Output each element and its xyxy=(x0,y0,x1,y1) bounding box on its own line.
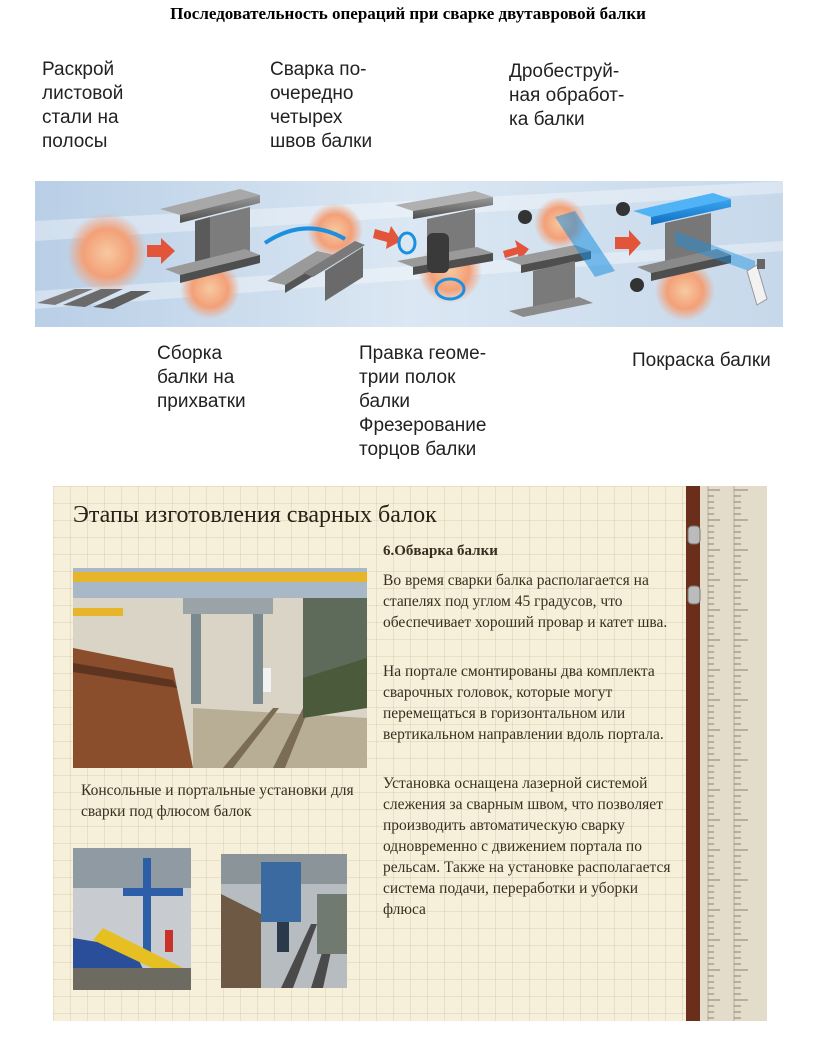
step-label-straightening: Правка геоме- трии полок балки Фрезерование торцов балки xyxy=(359,343,487,460)
step-label-welding-seams: Сварка по- очередно четырех швов балки xyxy=(270,59,373,152)
step-label-cutting: Раскрой листовой стали на полосы xyxy=(42,59,124,152)
step-label-shot-blasting: Дробеструй- ная обработ- ка балки xyxy=(509,61,625,130)
page-title: Последовательность операций при сварке двутавровой балки xyxy=(170,4,646,23)
paragraph-1: Во время сварки балка располагается на стапелях под углом 45 градусов, что обеспечивает хороший провар и катет шва. xyxy=(383,572,668,631)
gantry-welder-photo xyxy=(73,848,191,990)
slide-title: Этапы изготовления сварных балок xyxy=(73,502,437,528)
section-heading: 6.Обварка балки xyxy=(383,543,498,559)
ruler-decoration xyxy=(686,486,767,1021)
photo-caption: Консольные и портальные установки для сварки под флюсом балок xyxy=(81,782,354,820)
paragraph-2: На портале смонтированы два комплекта сварочных головок, которые могут перемещаться в горизонтальном или вертикальном направлении вдоль портала. xyxy=(383,663,664,743)
portal-welder-photo xyxy=(221,854,347,988)
step-label-assembly: Сборка балки на прихватки xyxy=(157,343,246,412)
step-label-painting: Покраска балки xyxy=(632,350,771,371)
workshop-photo xyxy=(73,568,367,768)
process-diagram xyxy=(35,181,783,327)
paragraph-3: Установка оснащена лазерной системой слежения за сварным швом, что позволяет производить автоматическую сварку одновременно с движением портала по рельсам. Также на установке располагается система подачи, переработки и уборки флюса xyxy=(383,775,671,918)
slide-panel xyxy=(53,486,767,1021)
